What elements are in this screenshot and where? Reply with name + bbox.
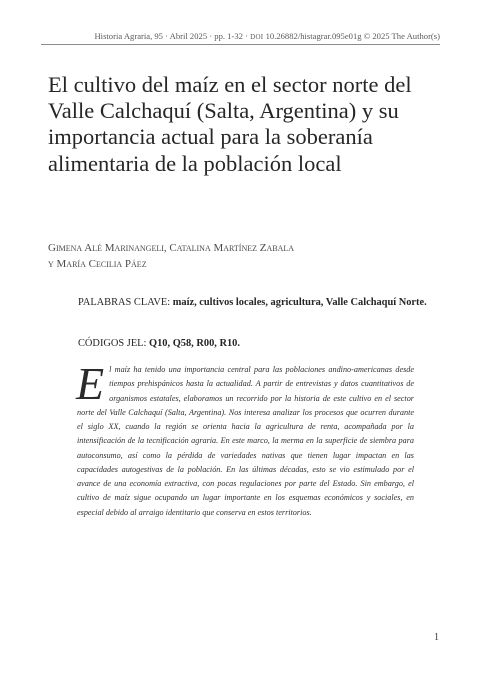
- article-title: El cultivo del maíz en el sector norte del Valle Calchaquí (Salta, Argentina) y su importancia actual para la soberanía alimentaria de la población local: [48, 72, 412, 176]
- authors-line-1: Gimena Alé Marinangeli, Catalina Martínez Zabala: [48, 242, 295, 254]
- jel-code-list: Q10, Q58, R00, R10.: [149, 338, 240, 349]
- abstract: [76, 358, 414, 520]
- keywords: [78, 295, 430, 311]
- authors-line-2: y María Cecilia Páez: [48, 257, 147, 270]
- keywords-list: maíz, cultivos locales, agricultura, Valle Calchaquí Norte.: [172, 297, 427, 308]
- keywords-label: PALABRAS CLAVE:: [78, 297, 171, 308]
- abstract-dropcap: E: [76, 358, 105, 409]
- authors: [48, 241, 438, 272]
- doi-label: DOI: [250, 33, 264, 41]
- jel-codes: [78, 337, 430, 351]
- page-number: 1: [434, 632, 439, 643]
- doi-and-copyright: 10.26882/histagrar.095e01g © 2025 The Author(s): [265, 31, 440, 41]
- jel-label: CÓDIGOS JEL:: [78, 338, 147, 349]
- header-rule: [41, 44, 440, 45]
- abstract-text: l maíz ha tenido una importancia central para las poblaciones andino-americanas desde tiempos prehispánicos hasta la actualidad. A partir de entrevistas y datos cuantitativos de organismos estatales, elaboramos un recorrido por la historia de este cultivo en el sector norte del Valle Calchaquí (Salta, Argentina). Nos interesa analizar los procesos que ocurren durante el siglo XX, cuando la región se orienta hacia la agricultura de renta, acompañada por la intensificación de la tecnificación agraria. En este marco, la merma en la superficie de siembra para autoconsumo, así como la pérdida de variedades nativas que tienen lugar impactan en las capacidades autogestivas de la población. En las últimas décadas, esto se vio estimulado por el avance de una economía extractiva, con pocas regulaciones por parte del Estado. Sin embargo, el cultivo de maíz sigue ocupando un lugar importante en los esquemas económicos y sociales, en especial debido al arraigo identitario que conserva en estos territorios.: [77, 365, 414, 517]
- running-head: [94, 31, 440, 41]
- journal-info: Historia Agraria, 95 · Abril 2025 · pp. 1-32 ·: [94, 31, 248, 41]
